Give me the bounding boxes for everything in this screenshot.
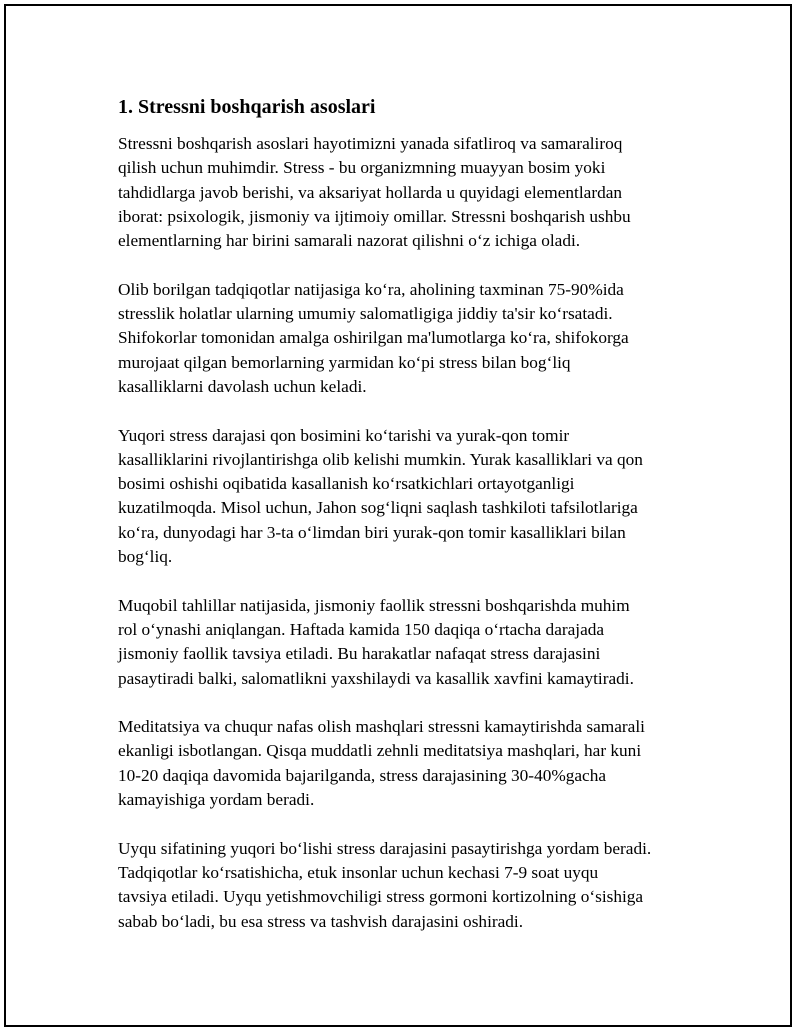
text-line: Stressni boshqarish asoslari hayotimizni yanada sifatliroq va samaraliroq xyxy=(118,134,623,153)
paragraph-4 xyxy=(118,594,698,691)
text-line: Uyqu sifatining yuqori bo‘lishi stress darajasini pasaytirishga yordam beradi. xyxy=(118,838,652,858)
text-line: jismoniy faollik tavsiya etiladi. Bu harakatlar nafaqat stress darajasini xyxy=(118,644,601,664)
text-line: 10-20 daqiqa davomida bajarilganda, stress darajasining 30-40%gacha xyxy=(118,765,607,785)
text-line: Meditatsiya va chuqur nafas olish mashqlari stressni kamaytirishda samarali xyxy=(118,717,645,737)
text-line: kuzatilmoqda. Misol uchun, Jahon sog‘liqni saqlash tashkiloti tafsilotlariga xyxy=(118,498,638,518)
text-line: pasaytiradi balki, salomatlikni yaxshilaydi va kasallik xavfini kamaytiradi. xyxy=(118,668,634,688)
text-line: Shifokorlar tomonidan amalga oshirilgan ma'lumotlarga ko‘ra, shifokorga xyxy=(118,328,629,348)
text-line: iborat: psixologik, jismoniy va ijtimoiy omillar. Stressni boshqarish ushbu xyxy=(118,206,631,226)
text-line: Olib borilgan tadqiqotlar natijasiga ko‘ra, aholining taxminan 75-90%ida xyxy=(118,279,624,299)
section-heading: 1. Stressni boshqarish asoslari xyxy=(118,96,376,118)
document-body xyxy=(118,94,698,958)
paragraph-3 xyxy=(118,424,698,570)
text-line: Muqobil tahlillar natijasida, jismoniy faollik stressni boshqarishda muhim xyxy=(118,595,630,615)
text-line: murojaat qilgan bemorlarning yarmidan ko‘pi stress bilan bog‘liq xyxy=(118,352,571,372)
text-line: kasalliklarini rivojlantirishga olib kelishi mumkin. Yurak kasalliklari va qon xyxy=(118,449,643,469)
text-line: ekanligi isbotlangan. Qisqa muddatli zehnli meditatsiya mashqlari, har kuni xyxy=(118,741,642,761)
text-line: tahdidlarga javob berishi, va aksariyat hollarda u quyidagi elementlardan xyxy=(118,182,623,202)
paragraph-5 xyxy=(118,715,698,812)
text-line: qilish uchun muhimdir. Stress - bu organizmning muayyan bosim yoki xyxy=(118,158,606,178)
text-line: kasalliklarni davolash uchun keladi. xyxy=(118,376,367,396)
paragraph-2 xyxy=(118,278,698,399)
text-line: stresslik holatlar ularning umumiy salomatligiga jiddiy ta'sir ko‘rsatadi. xyxy=(118,304,613,324)
text-line: ko‘ra, dunyodagi har 3-ta o‘limdan biri yurak-qon tomir kasalliklari bilan xyxy=(118,522,626,542)
text-line: kamayishiga yordam beradi. xyxy=(118,790,315,810)
text-line: bog‘liq. xyxy=(118,547,173,567)
paragraph-1 xyxy=(118,132,698,253)
text-line: Tadqiqotlar ko‘rsatishicha, etuk insonlar uchun kechasi 7-9 soat uyqu xyxy=(118,862,599,882)
text-line: sabab bo‘ladi, bu esa stress va tashvish darajasini oshiradi. xyxy=(118,911,524,931)
paragraph-6 xyxy=(118,837,698,934)
text-line: tavsiya etiladi. Uyqu yetishmovchiligi stress gormoni kortizolning o‘sishiga xyxy=(118,887,644,907)
text-line: rol o‘ynashi aniqlangan. Haftada kamida 150 daqiqa o‘rtacha darajada xyxy=(118,619,605,639)
text-line: Yuqori stress darajasi qon bosimini ko‘tarishi va yurak-qon tomir xyxy=(118,425,570,445)
text-line: bosimi oshishi oqibatida kasallanish ko‘rsatkichlari ortayotganligi xyxy=(118,474,575,494)
text-line: elementlarning har birini samarali nazorat qilishni o‘z ichiga oladi. xyxy=(118,231,581,251)
